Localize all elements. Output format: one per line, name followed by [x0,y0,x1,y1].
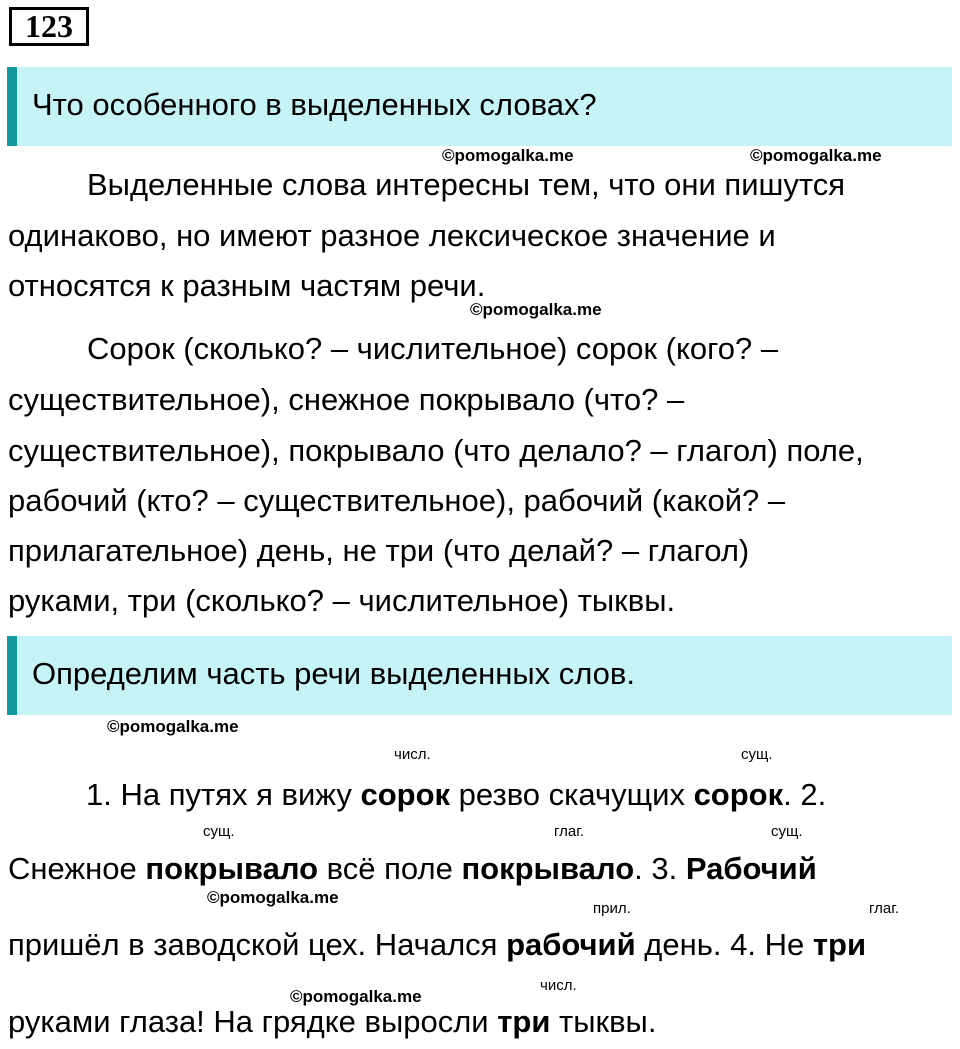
task-number: 123 [9,7,89,46]
highlighted-word: покрывало [461,851,635,886]
answer-line: прилагательное) день, не три (что делай? – глагол) [8,533,750,568]
pos-label: числ. [540,977,577,994]
question-2: Определим часть речи выделенных слов. [32,656,635,691]
text: резво скачущих [450,777,694,812]
question-box-2 [7,636,952,715]
text: день. 4. Не [635,927,813,962]
pos-label: глаг. [869,900,900,917]
highlighted-word: три [812,927,867,962]
watermark: ©pomogalka.me [290,987,422,1006]
answer-line: руками, три (сколько? – числительное) тыквы. [8,583,676,618]
text: руками глаза! На грядке выросли [8,1004,498,1039]
watermark: ©pomogalka.me [470,300,602,319]
answer-line: Выделенные слова интересны тем, что они пишутся [87,167,846,202]
sentence-line [8,1004,656,1040]
highlighted-word: рабочий [506,927,636,962]
pos-label: сущ. [203,823,235,840]
text: Снежное [8,851,146,886]
text: 1. На путях я вижу [86,777,361,812]
sentence-line [86,777,826,813]
text: тыквы. [550,1004,657,1039]
pos-label: числ. [394,746,431,763]
pos-label: сущ. [771,823,803,840]
watermark: ©pomogalka.me [107,717,239,736]
highlighted-word: три [497,1004,551,1039]
sentence-line [8,851,817,887]
watermark: ©pomogalka.me [207,888,339,907]
text: всё поле [318,851,462,886]
watermark: ©pomogalka.me [442,146,574,165]
pos-label: сущ. [741,746,773,763]
highlighted-word: сорок [360,777,451,812]
highlighted-word: Рабочий [685,851,817,886]
answer-line: одинаково, но имеют разное лексическое значение и [8,218,776,253]
text: . 2. [783,777,827,812]
pos-label: глаг. [554,823,585,840]
sentence-line [8,927,866,963]
highlighted-word: покрывало [145,851,319,886]
answer-line: существительное), покрывало (что делало? – глагол) поле, [8,433,864,468]
question-box-1 [7,67,952,146]
text: пришёл в заводской цех. Начался [8,927,507,962]
answer-line: рабочий (кто? – существительное), рабочий (какой? – [8,483,786,518]
question-1: Что особенного в выделенных словах? [32,87,597,122]
pos-label: прил. [593,900,631,917]
answer-line: Сорок (сколько? – числительное) сорок (кого? – [87,331,779,366]
answer-line: относятся к разным частям речи. [8,268,486,303]
watermark: ©pomogalka.me [750,146,882,165]
highlighted-word: сорок [693,777,784,812]
text: . 3. [634,851,686,886]
answer-line: существительное), снежное покрывало (что? – [8,382,685,417]
